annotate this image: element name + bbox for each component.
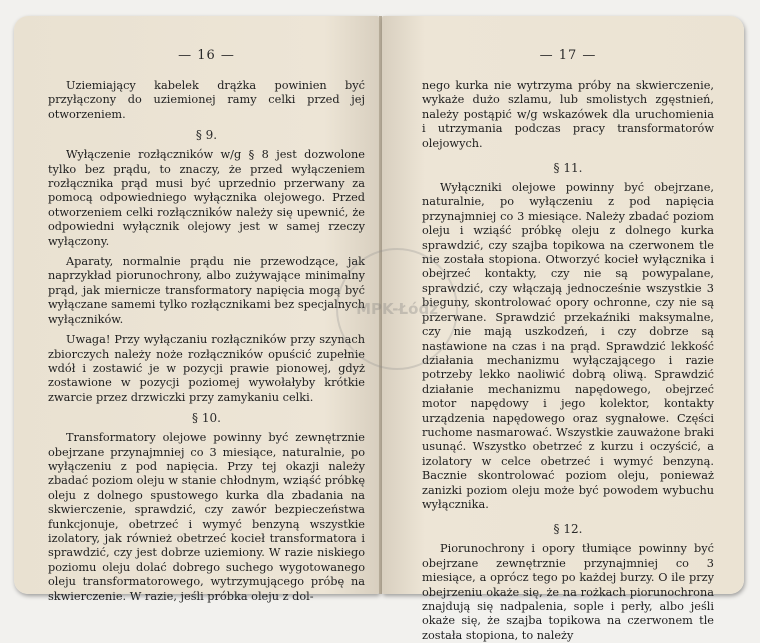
paragraph: Piorunochrony i opory tłumiące powinny być obejrzane zewnętrznie przynajmniej co 3 miesiące, a oprócz tego po każdej burzy. O ile przy obejrzeniu okaże się, że na rożkach piorunochrona znajdują się nadpalenia, sople i perły, albo jeśli okaże się, że szajba topikowa na czerwonem tle została stopiona, to należy (422, 542, 714, 642)
paragraph: Transformatory olejowe powinny być zewnętrznie obejrzane przynajmniej co 3 miesiące, naturalnie, po wyłączeniu z pod napięcia. Przy tej okazji należy zbadać poziom oleju w stanie chłodnym, wziąść próbkę oleju z dolnego spustowego kurka dla zbadania na skwierczenie, sprawdzić, czy zawór bezpieczeństwa funkcjonuje, obetrzeć i wymyć benzyną wszystkie izolatory, jak również obetrzeć kocieł transformatora i sprawdzić, czy jest dobrze uziemiony. W razie niskiego poziomu oleju dolać dobrego suchego wygotowanego oleju transformatorowego, wytrzymującego próbę na skwierczenie. W razie, jeśli próbka oleju z dol- (48, 431, 365, 603)
paragraph: nego kurka nie wytrzyma próby na skwierczenie, wykaże dużo szlamu, lub smolistych zgęstnień, należy postąpić w/g wskazówek dla uruchomienia i utrzymania podczas pracy transformatorów olejowych. (422, 79, 714, 150)
paragraph: Wyłączniki olejowe powinny być obejrzane, naturalnie, po wyłączeniu z pod napięcia przynajmniej co 3 miesiące. Należy zbadać poziom oleju i wziąść próbkę oleju z dolnego kurka sprawdzić, czy szajba topikowa na czerwonem tle nie została stopiona. Otworzyć kocieł wyłącznika i obejrzeć kontakty, czy nie są powypalane, sprawdzić, czy włączają jednocześnie wszystkie 3 bieguny, skontrolować opory ochronne, czy nie są przerwane. Sprawdzić przekaźniki maksymalne, czy nie mają uszkodzeń, i czy dobrze są nastawione na czas i na prąd. Sprawdzić lekkość działania mechanizmu wyłączającego i razie potrzeby lekko naoliwić dobrą oliwą. Sprawdzić działanie mechanizmu napędowego, obejrzeć motor napędowy i jego kolektor, kontakty urządzenia napędowego oraz sygnałowe. Części ruchome nasmarować. Wszystkie zauważone braki usunąć. Wszystko obetrzeć z kurzu i oczyścić, a izolatory w celce obetrzeć i wymyć benzyną. Bacznie skontrolować poziom oleju, ponieważ zanizki poziom oleju może być powodem wybuchu wyłącznika. (422, 181, 714, 511)
watermark-text: MPK-Łódź (356, 300, 438, 318)
paragraph: Uwaga! Przy wyłączaniu rozłączników przy szynach zbiorczych należy noże rozłączników opuścić zupełnie wdół i zostawić je w pozycji prawie pionowej, gdyż zostawione w pozycji poziomej wywołałyby krótkie zwarcie przez drzwiczki przy zamykaniu celki. (48, 333, 365, 404)
paragraph: Uziemiający kabelek drążka powinien być przyłączony do uziemionej ramy celki przed jej otworzeniem. (48, 79, 365, 121)
paragraph: Aparaty, normalnie prądu nie przewodzące, jak naprzykład piorunochrony, albo zużywające minimalny prąd, jak miernicze transformatory napięcia mogą być wyłączane samemi tylko rozłącznikami bez specjalnych wyłączników. (48, 255, 365, 326)
right-page (382, 16, 744, 642)
section-heading: § 11. (553, 161, 583, 176)
book-spread (14, 16, 744, 642)
left-page (14, 16, 379, 603)
page-number: — 17 — (539, 48, 597, 63)
section-heading: § 9. (195, 128, 218, 143)
paragraph: Wyłączenie rozłączników w/g § 8 jest dozwolone tylko bez prądu, to znaczy, że przed wyłączeniem rozłącznika prąd musi być uprzednio przerwany za pomocą odpowiedniego wyłącznika olejowego. Przed otworzeniem celki rozłączników należy się upewnić, że odpowiedni wyłącznik olejowy jest w samej rzeczy wyłączony. (48, 148, 365, 248)
page-number: — 16 — (178, 48, 235, 63)
section-heading: § 10. (192, 411, 221, 426)
section-heading: § 12. (553, 522, 583, 537)
